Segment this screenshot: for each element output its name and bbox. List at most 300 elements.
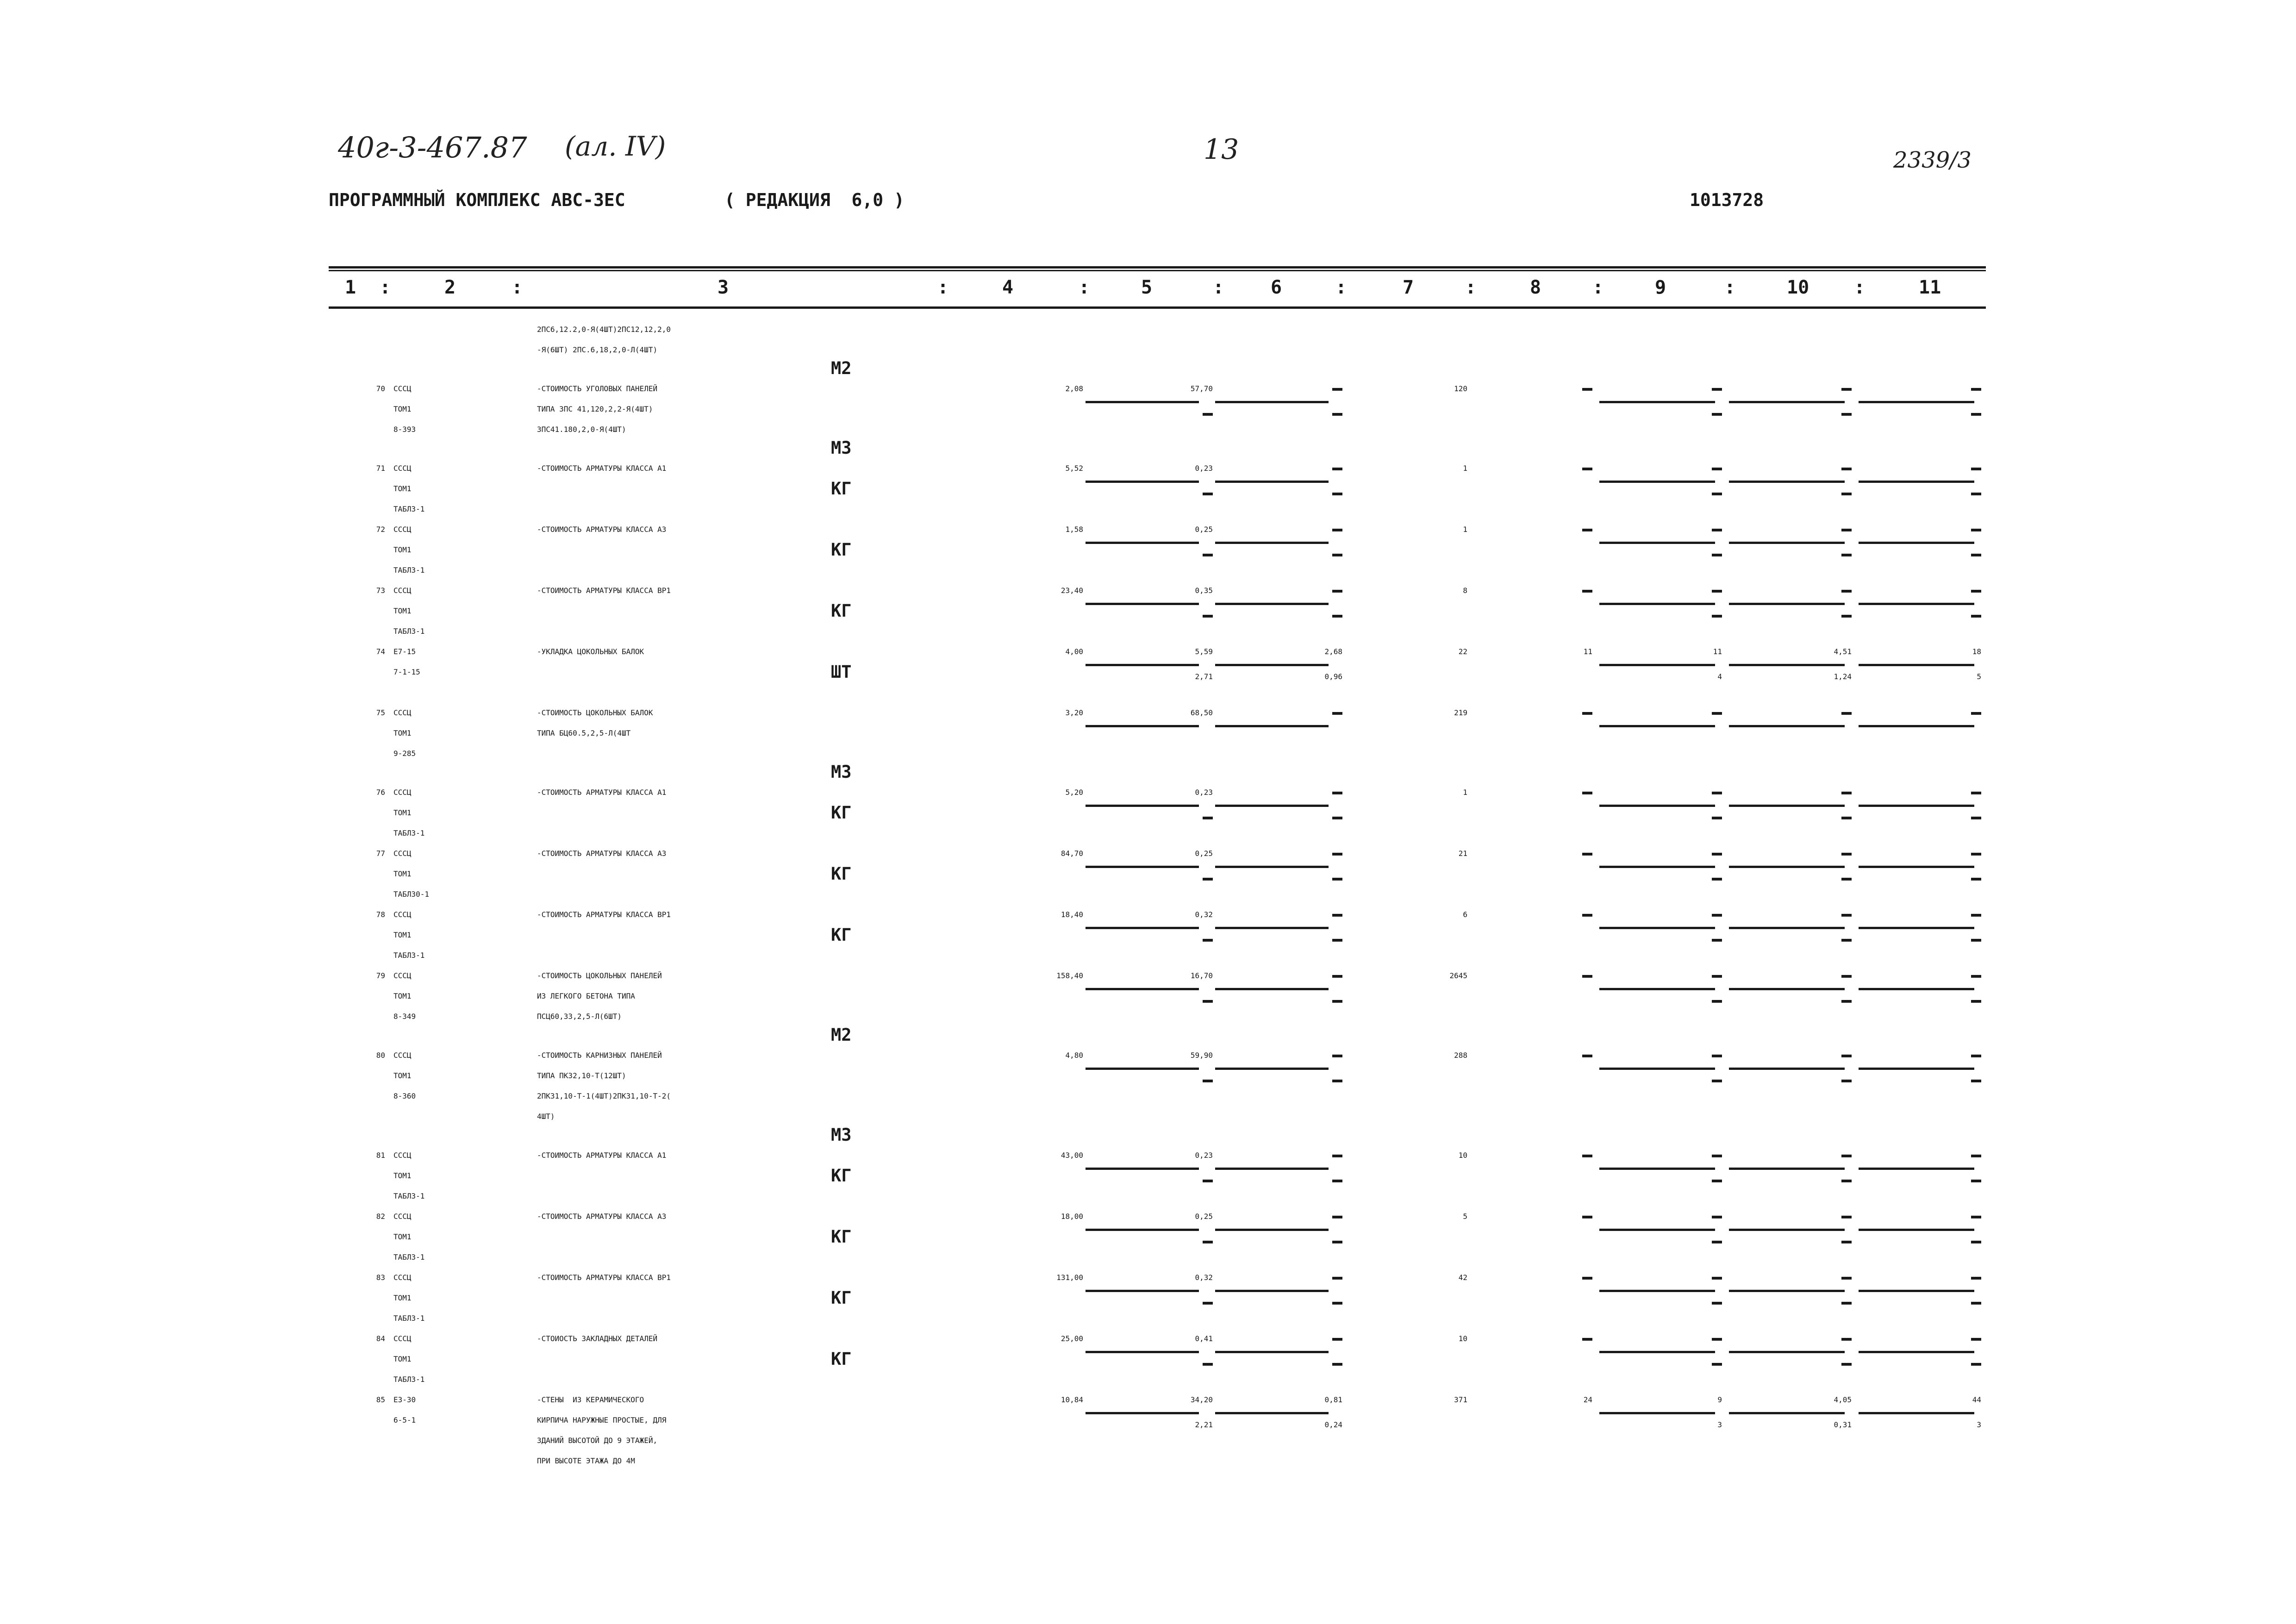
col10-sub-cell — [1741, 1354, 1852, 1374]
col8-cell — [1495, 1145, 1592, 1166]
row-code — [352, 1045, 491, 1106]
row-code-line — [352, 419, 491, 440]
col11-cell — [1870, 1145, 1981, 1166]
col9-cell — [1611, 782, 1722, 803]
dash-mark — [1712, 878, 1722, 881]
row-code-line — [352, 1045, 491, 1066]
col10-cell — [1741, 966, 1852, 986]
dash-mark — [1841, 1241, 1852, 1243]
cell-underline — [1599, 927, 1715, 929]
wage-cost-sub-cell: 0,24 — [1324, 1420, 1342, 1429]
program-edition: ( РЕДАКЦИЯ 6,0 ) — [724, 190, 905, 210]
dash-mark — [1712, 853, 1722, 856]
row-description: 3ПС41.180,2,0-Я(4ШТ) — [537, 425, 626, 434]
dash-mark — [1841, 878, 1852, 881]
quantity-cell: 5,52 — [1065, 464, 1083, 473]
cell-underline — [1215, 1229, 1329, 1231]
unit-label: КГ — [831, 864, 852, 884]
cell-underline — [1859, 725, 1974, 727]
unit-label: М2 — [831, 358, 852, 378]
dash-mark — [1841, 493, 1852, 495]
row-code-line — [352, 379, 491, 399]
col11-cell — [1870, 782, 1981, 803]
dash-mark — [1841, 1277, 1852, 1280]
col11-cell: 18 — [1972, 647, 1981, 656]
unit-cost-cell: 0,41 — [1195, 1334, 1213, 1343]
row-code-line — [352, 621, 491, 642]
col8-cell — [1495, 1206, 1592, 1227]
cell-underline — [1729, 1290, 1845, 1292]
row-code-text: ТАБЛ3-1 — [393, 627, 425, 636]
unit-label: М3 — [831, 438, 852, 458]
row-code-line — [352, 581, 491, 601]
quantity-cell: 3,20 — [1065, 708, 1083, 717]
cell-underline — [1729, 1351, 1845, 1353]
dash-mark — [1712, 712, 1722, 715]
dash-mark — [1971, 1180, 1981, 1182]
column-header-11: 11 — [1919, 277, 1941, 298]
col11-sub-cell — [1870, 606, 1981, 626]
row-code-text: ТОМ1 — [393, 405, 412, 413]
dash-mark — [1332, 712, 1342, 715]
col8-cell — [1495, 905, 1592, 925]
col11-cell — [1870, 458, 1981, 479]
header-bottom-rule — [329, 306, 1986, 309]
quantity-cell: 131,00 — [1056, 1273, 1083, 1282]
dash-mark — [1841, 615, 1852, 618]
quantity-cell: 2,08 — [1065, 384, 1083, 393]
row-code-text: СССЦ — [393, 849, 412, 858]
row-code-text: СССЦ — [393, 708, 412, 717]
row-description: -СТОИМОСТЬ КАРНИЗНЫХ ПАНЕЛЕЙ — [537, 1051, 662, 1060]
cell-underline — [1729, 481, 1845, 483]
col11-sub-cell — [1870, 807, 1981, 828]
cell-underline — [1859, 988, 1974, 990]
row-code-text: ТАБЛ3-1 — [393, 1253, 425, 1262]
wage-cost-cell — [1231, 966, 1342, 986]
total-cost-cell: 10 — [1458, 1334, 1467, 1343]
unit-cost-cell: 68,50 — [1190, 708, 1213, 717]
cell-underline — [1859, 805, 1974, 807]
dash-mark — [1712, 1080, 1722, 1082]
col10-cell — [1741, 703, 1852, 723]
col9-sub-cell — [1611, 404, 1722, 424]
cell-underline — [1086, 1229, 1199, 1231]
row-code-text: 8-360 — [393, 1092, 416, 1100]
row-code — [352, 519, 491, 581]
row-code-line — [352, 458, 491, 479]
wage-cost-cell — [1231, 519, 1342, 540]
col8-cell: 11 — [1583, 647, 1592, 656]
dash-mark — [1841, 1180, 1852, 1182]
wage-cost-cell — [1231, 1329, 1342, 1349]
row-code — [352, 379, 491, 440]
col8-cell — [1495, 458, 1592, 479]
col10-cell — [1741, 581, 1852, 601]
row-code-line — [352, 1369, 491, 1390]
row-code-line — [352, 905, 491, 925]
row-code-text: СССЦ — [393, 1212, 412, 1221]
col10-sub-cell — [1741, 1231, 1852, 1252]
row-code-line — [352, 1308, 491, 1329]
quantity-cell: 5,20 — [1065, 788, 1083, 797]
row-description: -СТОИМОСТЬ ЦОКОЛЬНЫХ ПАНЕЛЕЙ — [537, 971, 662, 980]
unit-cost-sub-cell — [1102, 930, 1213, 950]
cell-underline — [1859, 664, 1974, 666]
handwritten-doc-number: 40г-3-467.87 — [338, 131, 527, 164]
unit-label: КГ — [831, 479, 852, 499]
row-description: -СТОИМОСТЬ АРМАТУРЫ КЛАССА А1 — [537, 788, 667, 797]
row-code-line — [352, 843, 491, 864]
col9-sub-cell — [1611, 868, 1722, 889]
dash-mark — [1971, 1216, 1981, 1218]
wage-cost-cell — [1231, 458, 1342, 479]
row-code-text: СССЦ — [393, 910, 412, 919]
row-code-text: ТАБЛ30-1 — [393, 890, 430, 899]
row-code-line — [352, 1227, 491, 1247]
dash-mark — [1712, 413, 1722, 416]
col10-sub-cell: 0,31 — [1834, 1420, 1852, 1429]
quantity-cell: 4,00 — [1065, 647, 1083, 656]
dash-mark — [1841, 712, 1852, 715]
dash-mark — [1712, 529, 1722, 531]
dash-mark — [1582, 468, 1592, 470]
unit-cost-cell: 16,70 — [1190, 971, 1213, 980]
dash-mark — [1332, 1080, 1342, 1082]
wage-cost-cell — [1231, 905, 1342, 925]
row-code-line — [352, 1186, 491, 1206]
row-code-line — [352, 399, 491, 419]
col10-cell: 4,05 — [1834, 1395, 1852, 1404]
dash-mark — [1971, 529, 1981, 531]
row-code-line — [352, 1066, 491, 1086]
dash-mark — [1203, 878, 1213, 881]
row-number: 70 — [376, 384, 385, 393]
total-cost-cell: 6 — [1463, 910, 1467, 919]
dash-mark — [1332, 1241, 1342, 1243]
dash-mark — [1582, 388, 1592, 391]
quantity-cell: 23,40 — [1061, 586, 1083, 595]
row-code — [352, 458, 491, 519]
dash-mark — [1841, 1338, 1852, 1341]
dash-mark — [1841, 468, 1852, 470]
unit-cost-sub-cell — [1102, 991, 1213, 1011]
dash-mark — [1971, 1241, 1981, 1243]
row-code-text: ТАБЛ3-1 — [393, 1314, 425, 1323]
dash-mark — [1971, 1363, 1981, 1366]
dash-mark — [1841, 914, 1852, 917]
unit-cost-cell: 0,32 — [1195, 1273, 1213, 1282]
row-code-text: ТОМ1 — [393, 931, 412, 939]
quantity-cell: 1,58 — [1065, 525, 1083, 534]
dash-mark — [1971, 878, 1981, 881]
column-separator: : — [1079, 277, 1090, 298]
cell-underline — [1086, 542, 1199, 544]
wage-cost-cell — [1231, 379, 1342, 399]
row-code-line — [352, 1206, 491, 1227]
col11-sub-cell — [1870, 483, 1981, 504]
wage-cost-sub-cell — [1231, 991, 1342, 1011]
unit-label: КГ — [831, 601, 852, 621]
col9-sub-cell — [1611, 544, 1722, 565]
dash-mark — [1971, 468, 1981, 470]
row-code-text: ТОМ1 — [393, 808, 412, 817]
row-code-text: СССЦ — [393, 788, 412, 797]
cell-underline — [1599, 1290, 1715, 1292]
cell-underline — [1859, 1290, 1974, 1292]
cell-underline — [1729, 603, 1845, 605]
wage-cost-sub-cell — [1231, 930, 1342, 950]
dash-mark — [1841, 529, 1852, 531]
wage-cost-sub-cell — [1231, 807, 1342, 828]
row-code-text: СССЦ — [393, 971, 412, 980]
col10-sub-cell — [1741, 404, 1852, 424]
column-separator: : — [1213, 277, 1224, 298]
wage-cost-sub-cell — [1231, 544, 1342, 565]
unit-cost-cell: 57,70 — [1190, 384, 1213, 393]
row-code-text: ТАБЛ3-1 — [393, 566, 425, 575]
row-code-line — [352, 945, 491, 966]
dash-mark — [1712, 493, 1722, 495]
col10-sub-cell — [1741, 868, 1852, 889]
row-number: 83 — [376, 1273, 385, 1282]
row-code-line — [352, 782, 491, 803]
col9-cell: 9 — [1717, 1395, 1722, 1404]
dash-mark — [1841, 792, 1852, 794]
total-cost-cell: 8 — [1463, 586, 1467, 595]
row-code-line — [352, 479, 491, 499]
dash-mark — [1332, 878, 1342, 881]
col10-sub-cell — [1741, 1293, 1852, 1313]
dash-mark — [1712, 1302, 1722, 1305]
dash-mark — [1203, 493, 1213, 495]
dash-mark — [1971, 939, 1981, 942]
col9-sub-cell — [1611, 1293, 1722, 1313]
row-number: 77 — [376, 849, 385, 858]
col10-cell — [1741, 1329, 1852, 1349]
unit-label: КГ — [831, 540, 852, 560]
row-code-line — [352, 743, 491, 764]
row-code-line — [352, 1247, 491, 1268]
column-separator: : — [380, 277, 391, 298]
cell-underline — [1086, 1351, 1199, 1353]
unit-cost-sub-cell — [1102, 544, 1213, 565]
row-code-text: 8-393 — [393, 425, 416, 434]
column-separator: : — [1724, 277, 1736, 298]
unit-cost-cell: 0,25 — [1195, 849, 1213, 858]
dash-mark — [1971, 1080, 1981, 1082]
column-header-9: 9 — [1655, 277, 1666, 298]
dash-mark — [1971, 1055, 1981, 1057]
wage-cost-cell — [1231, 1206, 1342, 1227]
row-code-line — [352, 1288, 491, 1308]
cell-underline — [1599, 1229, 1715, 1231]
dash-mark — [1582, 590, 1592, 593]
col10-sub-cell — [1741, 930, 1852, 950]
row-code — [352, 581, 491, 642]
row-number: 82 — [376, 1212, 385, 1221]
cell-underline — [1729, 927, 1845, 929]
row-code-line — [352, 1006, 491, 1027]
row-number: 76 — [376, 788, 385, 797]
row-description: -СТОИМОСТЬ ЦОКОЛЬНЫХ БАЛОК — [537, 708, 653, 717]
cell-underline — [1729, 725, 1845, 727]
unit-cost-sub-cell — [1102, 1293, 1213, 1313]
unit-cost-cell: 0,35 — [1195, 586, 1213, 595]
row-code-text: ТОМ1 — [393, 869, 412, 878]
col10-cell — [1741, 1206, 1852, 1227]
row-number: 73 — [376, 586, 385, 595]
row-description: -СТОИМОСТЬ АРМАТУРЫ КЛАССА А1 — [537, 464, 667, 473]
total-cost-cell: 42 — [1458, 1273, 1467, 1282]
unit-cost-sub-cell — [1102, 807, 1213, 828]
dash-mark — [1332, 413, 1342, 416]
column-header-5: 5 — [1141, 277, 1153, 298]
dash-mark — [1332, 1055, 1342, 1057]
col11-cell — [1870, 1329, 1981, 1349]
dash-mark — [1712, 1000, 1722, 1003]
cell-underline — [1859, 866, 1974, 868]
quantity-cell: 84,70 — [1061, 849, 1083, 858]
column-header-10: 10 — [1787, 277, 1809, 298]
col11-cell — [1870, 1045, 1981, 1066]
row-code — [352, 1268, 491, 1329]
row-code — [352, 642, 491, 682]
col11-sub-cell — [1870, 1354, 1981, 1374]
wage-cost-cell — [1231, 1045, 1342, 1066]
col9-sub-cell: 3 — [1717, 1420, 1722, 1429]
col8-cell — [1495, 1045, 1592, 1066]
cell-underline — [1729, 1412, 1845, 1414]
col9-cell — [1611, 379, 1722, 399]
column-header-7: 7 — [1403, 277, 1414, 298]
cell-underline — [1729, 866, 1845, 868]
dash-mark — [1332, 493, 1342, 495]
dash-mark — [1203, 939, 1213, 942]
row-code-text: ТОМ1 — [393, 606, 412, 615]
cell-underline — [1215, 725, 1329, 727]
cell-underline — [1599, 866, 1715, 868]
quantity-cell: 158,40 — [1056, 971, 1083, 980]
dash-mark — [1582, 1055, 1592, 1057]
cell-underline — [1729, 664, 1845, 666]
cell-underline — [1086, 664, 1199, 666]
row-code — [352, 782, 491, 843]
unit-cost-cell: 0,32 — [1195, 910, 1213, 919]
column-separator: : — [937, 277, 949, 298]
col11-cell — [1870, 703, 1981, 723]
row-number: 81 — [376, 1151, 385, 1160]
col9-sub-cell — [1611, 1354, 1722, 1374]
col10-cell — [1741, 458, 1852, 479]
col9-cell — [1611, 1329, 1722, 1349]
dash-mark — [1712, 939, 1722, 942]
wage-cost-sub-cell — [1231, 1070, 1342, 1091]
wage-cost-cell: 0,81 — [1324, 1395, 1342, 1404]
row-code-line — [352, 864, 491, 884]
wage-cost-cell — [1231, 782, 1342, 803]
total-cost-cell: 120 — [1454, 384, 1467, 393]
dash-mark — [1332, 1155, 1342, 1157]
col11-cell — [1870, 966, 1981, 986]
row-description: ПСЦ60,33,2,5-Л(6ШТ) — [537, 1012, 622, 1021]
handwritten-page-number: 13 — [1204, 133, 1239, 166]
column-header-6: 6 — [1271, 277, 1282, 298]
wage-cost-sub-cell — [1231, 868, 1342, 889]
dash-mark — [1332, 939, 1342, 942]
row-description: КИРПИЧА НАРУЖНЫЕ ПРОСТЫЕ, ДЛЯ — [537, 1416, 667, 1424]
col11-sub-cell — [1870, 1170, 1981, 1191]
row-code-text: ТОМ1 — [393, 1171, 412, 1180]
row-number: 72 — [376, 525, 385, 534]
col10-sub-cell: 1,24 — [1834, 672, 1852, 681]
row-code-text: ТОМ1 — [393, 484, 412, 493]
col8-cell — [1495, 782, 1592, 803]
row-code-line — [352, 1268, 491, 1288]
cell-underline — [1086, 1168, 1199, 1170]
row-description: -СТОИМОСТЬ АРМАТУРЫ КЛАССА А1 — [537, 1151, 667, 1160]
cell-underline — [1859, 401, 1974, 403]
header-top-rule — [329, 266, 1986, 269]
unit-cost-cell: 34,20 — [1190, 1395, 1213, 1404]
column-separator: : — [1335, 277, 1347, 298]
cell-underline — [1599, 988, 1715, 990]
dash-mark — [1203, 554, 1213, 556]
col9-sub-cell — [1611, 807, 1722, 828]
dash-mark — [1332, 529, 1342, 531]
unit-cost-sub-cell — [1102, 483, 1213, 504]
lead-text-line: 2ПС6,12.2,0-Я(4ШТ)2ПС12,12,2,0 — [537, 325, 671, 334]
row-code-line — [352, 601, 491, 621]
unit-cost-cell: 0,23 — [1195, 1151, 1213, 1160]
row-code-line — [352, 1410, 491, 1430]
unit-cost-sub-cell — [1102, 868, 1213, 889]
dash-mark — [1712, 975, 1722, 978]
cell-underline — [1599, 1412, 1715, 1414]
dash-mark — [1332, 1302, 1342, 1305]
row-code-text: 9-285 — [393, 749, 416, 758]
row-code-line — [352, 1086, 491, 1106]
document-code: 1013728 — [1690, 190, 1764, 210]
col11-sub-cell — [1870, 868, 1981, 889]
row-description: -СТОИМОСТЬ АРМАТУРЫ КЛАССА ВР1 — [537, 586, 671, 595]
dash-mark — [1841, 1302, 1852, 1305]
dash-mark — [1203, 413, 1213, 416]
dash-mark — [1582, 529, 1592, 531]
col11-sub-cell — [1870, 930, 1981, 950]
row-code-text: ТАБЛ3-1 — [393, 951, 425, 960]
col11-sub-cell — [1870, 1070, 1981, 1091]
row-code-text: ТОМ1 — [393, 545, 412, 554]
col9-cell: 11 — [1713, 647, 1722, 656]
cell-underline — [1215, 1351, 1329, 1353]
lead-text-line: -Я(6ШТ) 2ПС.6,18,2,0-Л(4ШТ) — [537, 345, 658, 354]
col10-cell — [1741, 379, 1852, 399]
row-description: -СТОИМОСТЬ АРМАТУРЫ КЛАССА А3 — [537, 1212, 667, 1221]
dash-mark — [1841, 1000, 1852, 1003]
row-code-text: ТАБЛ3-1 — [393, 1375, 425, 1384]
unit-cost-cell: 0,23 — [1195, 788, 1213, 797]
cell-underline — [1086, 1068, 1199, 1070]
dash-mark — [1841, 1055, 1852, 1057]
wage-cost-cell — [1231, 1145, 1342, 1166]
row-description: -СТОИМОСТЬ АРМАТУРЫ КЛАССА А3 — [537, 525, 667, 534]
unit-cost-cell: 0,25 — [1195, 525, 1213, 534]
dash-mark — [1841, 939, 1852, 942]
row-code-line — [352, 1390, 491, 1410]
cell-underline — [1215, 542, 1329, 544]
cell-underline — [1215, 927, 1329, 929]
